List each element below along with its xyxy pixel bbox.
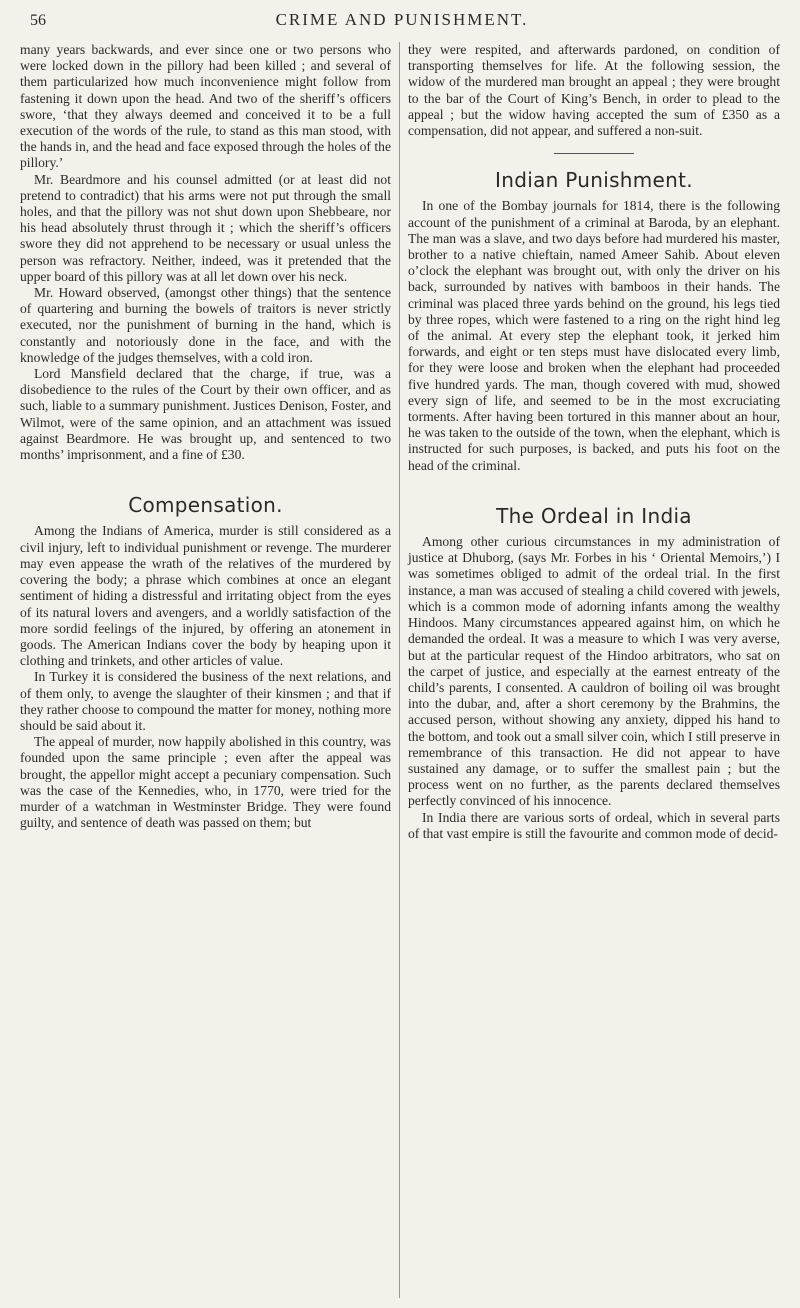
paragraph: Mr. Howard observed, (amongst other things) that the sentence of quartering and burning the bowels of traitors is never strictly executed, nor the punishment of burning in the hand, which is constantly and notoriously done in the face, and with the knowledge of the judges themselves, with a cold iron. <box>20 285 391 365</box>
paragraph: they were respited, and afterwards pardoned, on condition of transporting themselves for life. At the following session, the widow of the murdered man brought an appeal ; they were brought to the bar of the Court of King’s Bench, in order to plead to the appeal ; but the widow having accepted the sum of £350 as a compensation, did not appear, and suffered a non-suit. <box>408 42 780 139</box>
page-number: 56 <box>30 12 46 29</box>
paragraph: In Turkey it is considered the business of the next relations, and of them only, to avenge the slaughter of their kinsmen ; and that if they rather choose to compound the matter for money, nothing more should be said about it. <box>20 669 391 733</box>
section-heading-ordeal: The Ordeal in India <box>496 503 692 528</box>
column-divider <box>399 42 400 1298</box>
left-column <box>20 42 391 831</box>
running-head: CRIME AND PUNISHMENT. <box>275 10 529 29</box>
paragraph: Lord Mansfield declared that the charge, if true, was a disobedience to the rules of the Court by their own officer, and as such, liable to a summary punishment. Justices Denison, Foster, and Wilmot, were of the same opinion, and an attachment was issued against Beardmore. He was brought up, and sentenced to two months’ imprisonment, and a fine of £30. <box>20 366 391 463</box>
right-column <box>408 42 780 842</box>
paragraph: In India there are various sorts of ordeal, which in several parts of that vast empire is still the favourite and common mode of decid- <box>408 809 780 841</box>
paragraph: many years backwards, and ever since one or two persons who were locked down in the pillory had been killed ; and several of them particularized how much inconvenience might follow from fastening it down upon the head. And two of the sheriff’s officers swore, ‘that they always deemed and conceived it to be a full execution of the words of the rule, to stand as this man stood, with the hands in, and the head and face exposed through the holes of the pillory.’ <box>20 42 391 171</box>
paragraph: Among other curious circumstances in my administration of justice at Dhuborg, (says Mr. Forbes in his ‘ Oriental Memoirs,’) I was sometimes obliged to admit of the ordeal trial. In the first instance, a man was accused of stealing a child covered with jewels, which is a common mode of adorning infants among the wealthy Hindoos. Many circumstances appeared against him, on which he demanded the ordeal. It was a measure to which I was very averse, but at the particular request of the Hindoo arbitrators, who sat on the carpet of justice, and especially at the earnest entreaty of the child’s parents, I consented. A cauldron of boiling oil was brought into the dubar, and, after a short ceremony by the Brahmins, the accused person, without showing any anxiety, dipped his hand to the bottom, and took out a small silver coin, which I still preserve in remembrance of this transaction. He did not appear to have sustained any damage, or to suffer the smallest pain ; but the process went on no further, as the parents declared themselves perfectly convinced of his innocence. <box>408 534 780 809</box>
paragraph: In one of the Bombay journals for 1814, there is the following account of the punishment of a criminal at Baroda, by an elephant. The man was a slave, and two days before had murdered his master, brother to a native chieftain, named Ameer Sahib. About eleven o’clock the elephant was brought out, with only the driver on his back, surrounded by natives with bamboos in their hands. The criminal was placed three yards behind on the ground, his legs tied by three ropes, which were fastened to a ring on the right hind leg of the animal. At every step the elephant took, it jerked him forwards, and eight or ten steps must have dislocated every limb, for they were loose and broken when the elephant had proceeded five hundred yards. The man, though covered with mud, showed every sign of life, and seemed to be in the most excruciating torments. After having been tortured in this manner about an hour, he was taken to the outside of the town, when the elephant, which is instructed for such purposes, is backed, and puts his foot on the head of the criminal. <box>408 198 780 473</box>
section-separator <box>554 153 634 154</box>
page-header <box>22 6 782 34</box>
paragraph: Mr. Beardmore and his counsel admitted (or at least did not pretend to contradict) that his arms were not put through the small holes, and that the pillory was not shut down upon Shebbeare, nor his head absolutely thrust through it ; which the sheriff’s officers swore they did not apprehend to be necessary or usual unless the person was refractory. Neither, indeed, was it pretended that the upper board of this pillory was at all let down over his neck. <box>20 171 391 284</box>
paragraph: Among the Indians of America, murder is still considered as a civil injury, left to individual punishment or revenge. The murderer may even appease the wrath of the relatives of the murdered by covering the body; a phrase which combines at once an elegant sentiment of hiding a distressful and irritating object from the eyes of its natural lovers and avengers, and a worldly satisfaction of the more sordid feelings of the injured, by offering an atonement in goods. The American Indians cover the body by heaping upon it clothing and trinkets, and other articles of value. <box>20 523 391 669</box>
section-heading-indian-punishment: Indian Punishment. <box>495 168 693 193</box>
section-heading-compensation: Compensation. <box>128 493 283 518</box>
paragraph: The appeal of murder, now happily abolished in this country, was founded upon the same principle ; even after the appeal was brought, the appellor might accept a pecuniary compensation. Such was the case of the Kennedies, who, in 1770, were tried for the murder of a watchman in Westminster Bridge. They were found guilty, and sentence of death was passed on them; but <box>20 734 391 831</box>
